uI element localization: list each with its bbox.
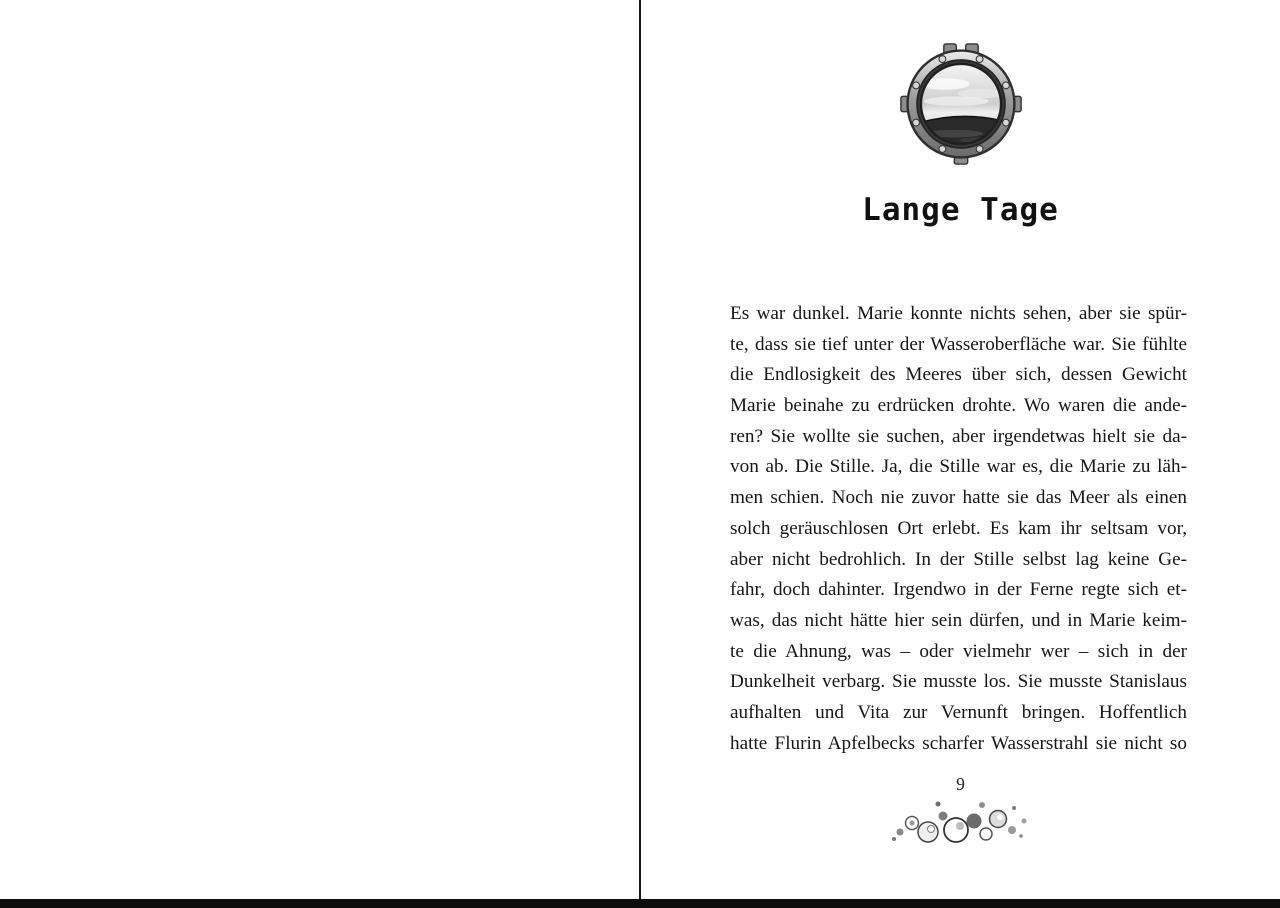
body-line: te die Ahnung, was – oder vielmehr wer – sich in der bbox=[730, 640, 1187, 662]
body-line: aufhalten und Vita zur Vernunft bringen. Hoffentlich bbox=[730, 701, 1187, 723]
page-gutter-divider bbox=[639, 0, 641, 900]
chapter-title: Lange Tage bbox=[862, 192, 1059, 228]
body-line: Dunkelheit verbarg. Sie musste los. Sie musste Stanislaus bbox=[730, 671, 1187, 693]
porthole-illustration-wrap bbox=[641, 42, 1280, 166]
right-page bbox=[641, 0, 1280, 899]
body-line: hatte Flurin Apfelbecks scharfer Wasserstrahl sie nicht so bbox=[730, 732, 1187, 754]
left-page-blank bbox=[0, 0, 639, 899]
page-number: 9 bbox=[956, 774, 965, 794]
porthole-ocean-icon bbox=[899, 42, 1023, 166]
body-line: die Endlosigkeit des Meeres über sich, dessen Gewicht bbox=[730, 364, 1187, 386]
body-line: was, das nicht hätte hier sein dürfen, und in Marie keim- bbox=[730, 609, 1187, 631]
body-line: aber nicht bedrohlich. In der Stille selbst lag keine Ge- bbox=[730, 548, 1187, 570]
bubbles-icon bbox=[886, 792, 1036, 852]
body-text bbox=[730, 299, 1187, 759]
bubbles-illustration-wrap bbox=[641, 792, 1280, 852]
body-line: solch geräuschlosen Ort erlebt. Es kam ihr seltsam vor, bbox=[730, 517, 1187, 539]
body-line: ren? Sie wollte sie suchen, aber irgendetwas hielt sie da- bbox=[730, 425, 1187, 447]
body-line: Es war dunkel. Marie konnte nichts sehen, aber sie spür- bbox=[730, 303, 1187, 324]
bottom-edge-bar bbox=[0, 899, 1280, 908]
body-line: von ab. Die Stille. Ja, die Stille war es, die Marie zu läh- bbox=[730, 456, 1187, 478]
body-line: te, dass sie tief unter der Wasseroberfläche war. Sie fühlte bbox=[730, 333, 1187, 355]
body-line: Marie beinahe zu erdrücken drohte. Wo waren die ande- bbox=[730, 395, 1187, 417]
body-line: men schien. Noch nie zuvor hatte sie das Meer als einen bbox=[730, 487, 1187, 509]
body-line: fahr, doch dahinter. Irgendwo in der Ferne regte sich et- bbox=[730, 579, 1187, 601]
